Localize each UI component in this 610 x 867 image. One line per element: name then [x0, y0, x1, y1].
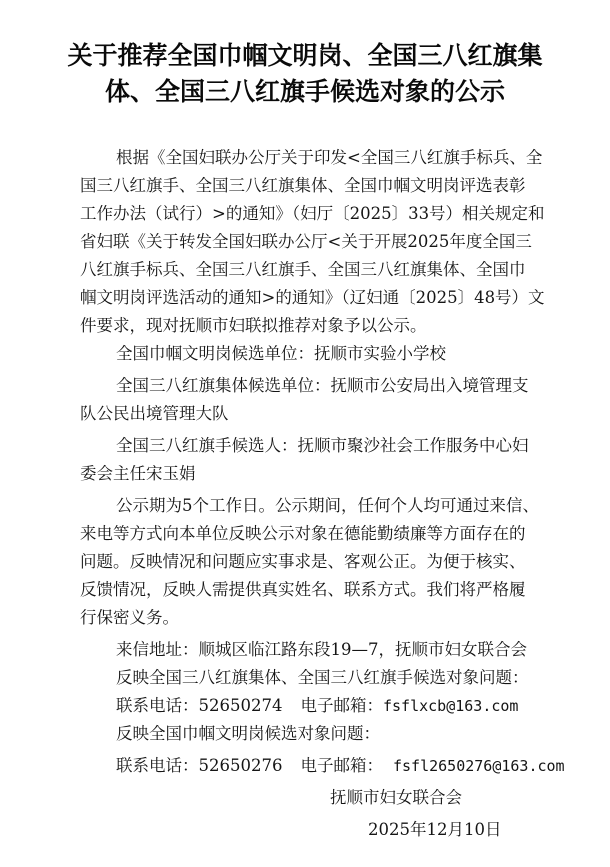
email-address: fsflxcb@163.com [382, 697, 519, 715]
notice-line: 问题。反映情况和问题应实事求是、客观公正。为便于核实、 [80, 552, 526, 571]
date: 2025年12月10日 [368, 820, 502, 839]
document-title-line-2: 体、全国三八红旗手候选对象的公示 [104, 77, 505, 106]
body-paragraph-line: 省妇联《关于转发全国妇联办公厅<关于开展2025年度全国三 [80, 232, 532, 251]
candidate-line: 全国三八红旗手候选人：抚顺市聚沙社会工作服务中心妇 [116, 436, 529, 455]
phone-label: 联系电话：52650276 [116, 756, 283, 775]
body-paragraph-line: 国三八红旗手、全国三八红旗集体、全国巾帼文明岗评选表彰 [80, 176, 526, 195]
email-address: fsfl2650276@163.com [392, 757, 565, 775]
contact-heading-collective: 反映全国三八红旗集体、全国三八红旗手候选对象问题： [116, 668, 529, 687]
address-line: 来信地址：顺城区临江路东段19—7，抚顺市妇女联合会 [116, 640, 527, 659]
candidate-line: 全国三八红旗集体候选单位：抚顺市公安局出入境管理支 [116, 376, 529, 395]
signature: 抚顺市妇女联合会 [330, 788, 462, 807]
notice-line: 公示期为5个工作日。公示期间，任何个人均可通过来信、 [116, 496, 539, 515]
document-title-line-1: 关于推荐全国巾帼文明岗、全国三八红旗集 [67, 41, 543, 70]
candidate-line: 队公民出境管理大队 [80, 404, 229, 423]
phone-label: 联系电话：52650274 [116, 696, 283, 715]
contact-heading-post: 反映全国巾帼文明岗候选对象问题： [116, 724, 380, 743]
notice-line: 来电等方式向本单位反映公示对象在德能勤绩廉等方面存在的 [80, 524, 526, 543]
body-paragraph-line: 件要求，现对抚顺市妇联拟推荐对象予以公示。 [80, 316, 427, 335]
body-paragraph-line: 八红旗手标兵、全国三八红旗手、全国三八红旗集体、全国巾 [80, 260, 526, 279]
contact-line-post [116, 756, 565, 776]
candidate-line: 委会主任宋玉娟 [80, 464, 196, 483]
body-paragraph-line: 工作办法（试行）>的通知》（妇厅〔2025〕33号）相关规定和 [80, 204, 545, 223]
email-label: 电子邮箱： [300, 696, 383, 715]
body-paragraph-line: 根据《全国妇联办公厅关于印发<全国三八红旗手标兵、全 [116, 148, 543, 167]
email-label: 电子邮箱： [300, 756, 383, 775]
notice-line: 行保密义务。 [80, 608, 179, 627]
candidate-line: 全国巾帼文明岗候选单位：抚顺市实验小学校 [116, 344, 446, 363]
notice-line: 反馈情况，反映人需提供真实姓名、联系方式。我们将严格履 [80, 580, 526, 599]
contact-line-collective [116, 696, 518, 716]
body-paragraph-line: 帼文明岗评选活动的通知>的通知》（辽妇通〔2025〕48号）文 [80, 288, 545, 307]
